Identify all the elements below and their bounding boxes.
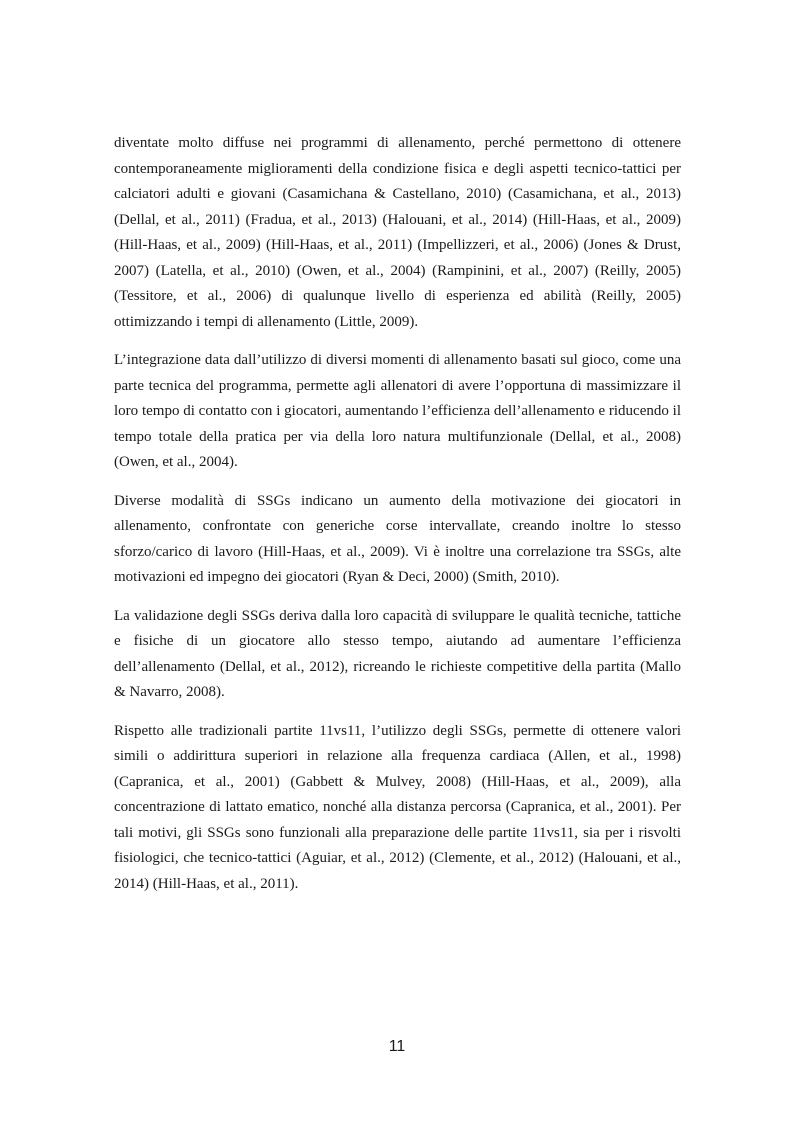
paragraph-2: L’integrazione data dall’utilizzo di diversi momenti di allenamento basati sul gioco, come una parte tecnica del programma, permette agli allenatori di avere l’opportuna di massimizzare il loro tempo di contatto con i giocatori, aumentando l’efficienza dell’allenamento e riducendo il tempo totale della pratica per via della loro natura multifunzionale (Dellal, et al., 2008) (Owen, et al., 2004). xyxy=(114,352,681,470)
paragraph-1: diventate molto diffuse nei programmi di allenamento, perché permettono di ottenere contemporaneamente miglioramenti della condizione fisica e degli aspetti tecnico-tattici per calciatori adulti e giovani (Casamichana & Castellano, 2010) (Casamichana, et al., 2013) (Dellal, et al., 2011) (Fradua, et al., 2013) (Halouani, et al., 2014) (Hill-Haas, et al., 2009) (Hill-Haas, et al., 2009) (Hill-Haas, et al., 2011) (Impellizzeri, et al., 2006) (Jones & Drust, 2007) (Latella, et al., 2010) (Owen, et al., 2004) (Rampinini, et al., 2007) (Reilly, 2005) (Tessitore, et al., 2006) di qualunque livello di esperienza ed abilità (Reilly, 2005) ottimizzando i tempi di allenamento (Little, 2009). xyxy=(114,135,681,330)
paragraph-3: Diverse modalità di SSGs indicano un aumento della motivazione dei giocatori in allenamento, confrontate con generiche corse intervallate, creando inoltre lo stesso sforzo/carico di lavoro (Hill-Haas, et al., 2009). Vi è inoltre una correlazione tra SSGs, alte motivazioni ed impegno dei giocatori (Ryan & Deci, 2000) (Smith, 2010). xyxy=(114,492,681,585)
page-number: 11 xyxy=(388,1038,406,1055)
paragraph-5: Rispetto alle tradizionali partite 11vs11, l’utilizzo degli SSGs, permette di ottenere valori simili o addirittura superiori in relazione alla frequenza cardiaca (Allen, et al., 1998) (Capranica, et al., 2001) (Gabbett & Mulvey, 2008) (Hill-Haas, et al., 2009), alla concentrazione di lattato ematico, nonché alla distanza percorsa (Capranica, et al., 2001). Per tali motivi, gli SSGs sono funzionali alla preparazione delle partite 11vs11, sia per i risvolti fisiologici, che tecnico-tattici (Aguiar, et al., 2012) (Clemente, et al., 2012) (Halouani, et al., 2014) (Hill-Haas, et al., 2011). xyxy=(114,722,681,892)
body-text xyxy=(114,131,681,897)
paragraph-4: La validazione degli SSGs deriva dalla loro capacità di sviluppare le qualità tecniche, tattiche e fisiche di un giocatore allo stesso tempo, aiutando ad aumentare l’efficienza dell’allenamento (Dellal, et al., 2012), ricreando le richieste competitive della partita (Mallo & Navarro, 2008). xyxy=(114,607,681,700)
